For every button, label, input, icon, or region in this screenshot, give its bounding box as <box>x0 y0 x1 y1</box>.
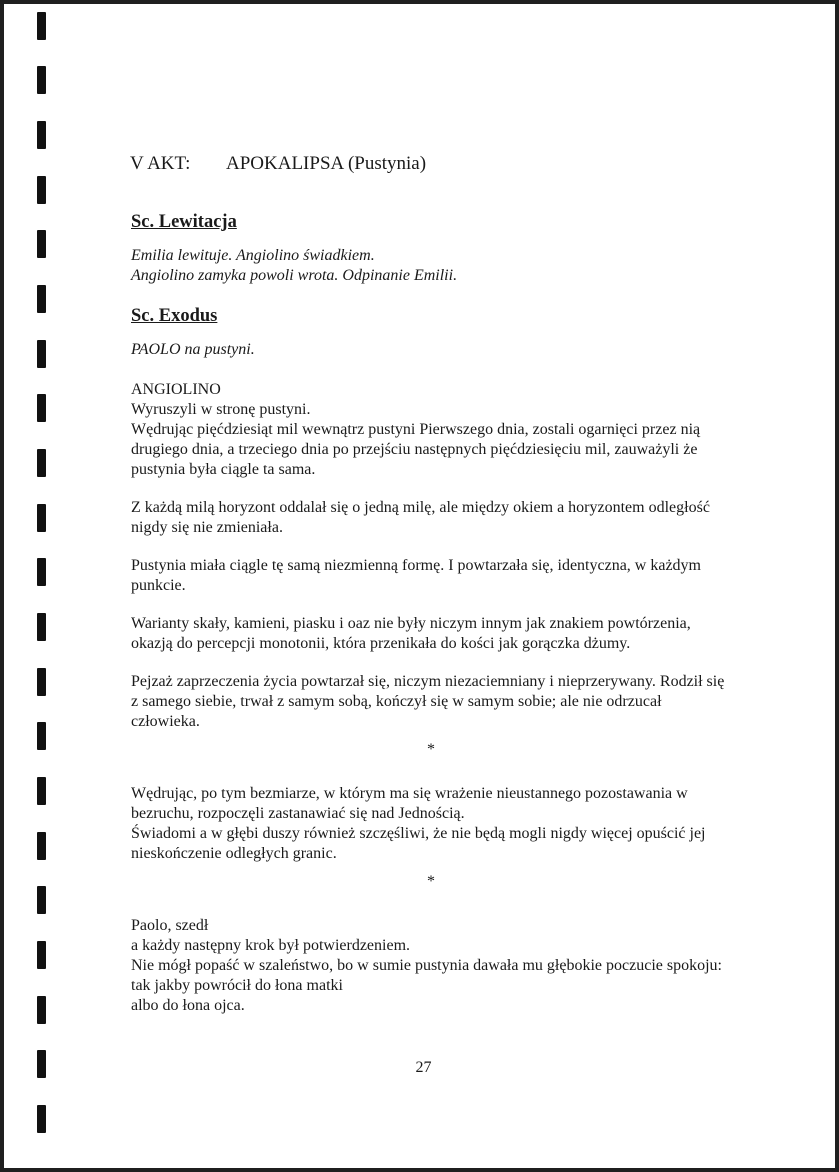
dialogue-line: Nie mógł popaść w szaleństwo, bo w sumie pustynia dawała mu głębokie poczucie spokoju: tak jakby powrócił do łona matki <box>131 957 722 994</box>
binding-hole <box>37 722 46 750</box>
act-title: APOKALIPSA (Pustynia) <box>226 153 427 174</box>
binding-hole <box>37 230 46 258</box>
dialogue-paragraph: Świadomi a w głębi duszy również szczęśliwi, że nie będą mogli nigdy więcej opuścić jej nieskończenie odległych granic. <box>131 825 706 862</box>
binding-hole <box>37 121 46 149</box>
binding-hole <box>37 66 46 94</box>
page-number: 27 <box>415 1059 432 1076</box>
binding-hole <box>37 340 46 368</box>
binding-hole <box>37 886 46 914</box>
binding-hole <box>37 668 46 696</box>
dialogue-paragraph: Pejzaż zaprzeczenia życia powtarzał się, niczym niezaciemniany i nieprzerywany. Rodził się z samego siebie, trwał z samym sobą, kończył się w samym sobie; ale nie odrzucał człowieka. <box>131 673 725 730</box>
binding-holes <box>37 4 47 1172</box>
stage-direction: Angiolino zamyka powoli wrota. Odpinanie Emilii. <box>131 267 458 284</box>
section-separator: * <box>427 873 435 890</box>
dialogue-paragraph: Warianty skały, kamieni, piasku i oaz nie były niczym innym jak znakiem powtórzenia, okazją do percepcji monotonii, która przenikała do kości jak gorączka dżumy. <box>131 615 691 652</box>
dialogue-paragraph: Wędrując, po tym bezmiarze, w którym ma się wrażenie nieustannego pozostawania w bezruchu, rozpoczęli zastanawiać się nad Jednością. <box>131 785 688 822</box>
binding-hole <box>37 176 46 204</box>
stage-direction-name: PAOLO <box>131 341 181 358</box>
page-content <box>131 154 731 1016</box>
dialogue-paragraph: Z każdą milą horyzont oddalał się o jedną milę, ale między okiem a horyzontem odległość nigdy się nie zmieniała. <box>131 499 710 536</box>
binding-hole <box>37 941 46 969</box>
stage-direction: Emilia lewituje. Angiolino świadkiem. <box>131 247 375 264</box>
binding-hole <box>37 832 46 860</box>
binding-hole <box>37 12 46 40</box>
dialogue-line: a każdy następny krok był potwierdzeniem. <box>131 937 411 954</box>
scene-title-lewitacja: Sc. Lewitacja <box>131 212 237 232</box>
scene-title-exodus: Sc. Exodus <box>131 306 218 326</box>
stage-direction-rest: na pustyni. <box>180 341 255 358</box>
stage-direction <box>131 340 731 360</box>
binding-hole <box>37 285 46 313</box>
binding-hole <box>37 996 46 1024</box>
binding-hole <box>37 1105 46 1133</box>
dialogue-paragraph: Pustynia miała ciągle tę samą niezmienną formę. I powtarzała się, identyczna, w każdym punkcie. <box>131 557 701 594</box>
binding-hole <box>37 613 46 641</box>
binding-hole <box>37 504 46 532</box>
binding-hole <box>37 777 46 805</box>
dialogue-line: Paolo, szedł <box>131 917 209 934</box>
dialogue-line: albo do łona ojca. <box>131 997 245 1014</box>
binding-hole <box>37 394 46 422</box>
section-separator: * <box>427 741 435 758</box>
dialogue-line: Wyruszyli w stronę pustyni. <box>131 401 311 418</box>
stage-directions <box>131 246 731 286</box>
act-number: V AKT: <box>130 153 191 174</box>
act-heading <box>130 154 731 174</box>
dialogue-line: Wędrując pięćdziesiąt mil wewnątrz pustyni Pierwszego dnia, zostali ogarnięci przez nią drugiego dnia, a trzeciego dnia po przejściu następnych pięćdziesięciu mil, zauważyli że pustynia była ciągle ta sama. <box>131 421 701 478</box>
speaker-name: ANGIOLINO <box>131 381 221 398</box>
binding-hole <box>37 558 46 586</box>
binding-hole <box>37 449 46 477</box>
